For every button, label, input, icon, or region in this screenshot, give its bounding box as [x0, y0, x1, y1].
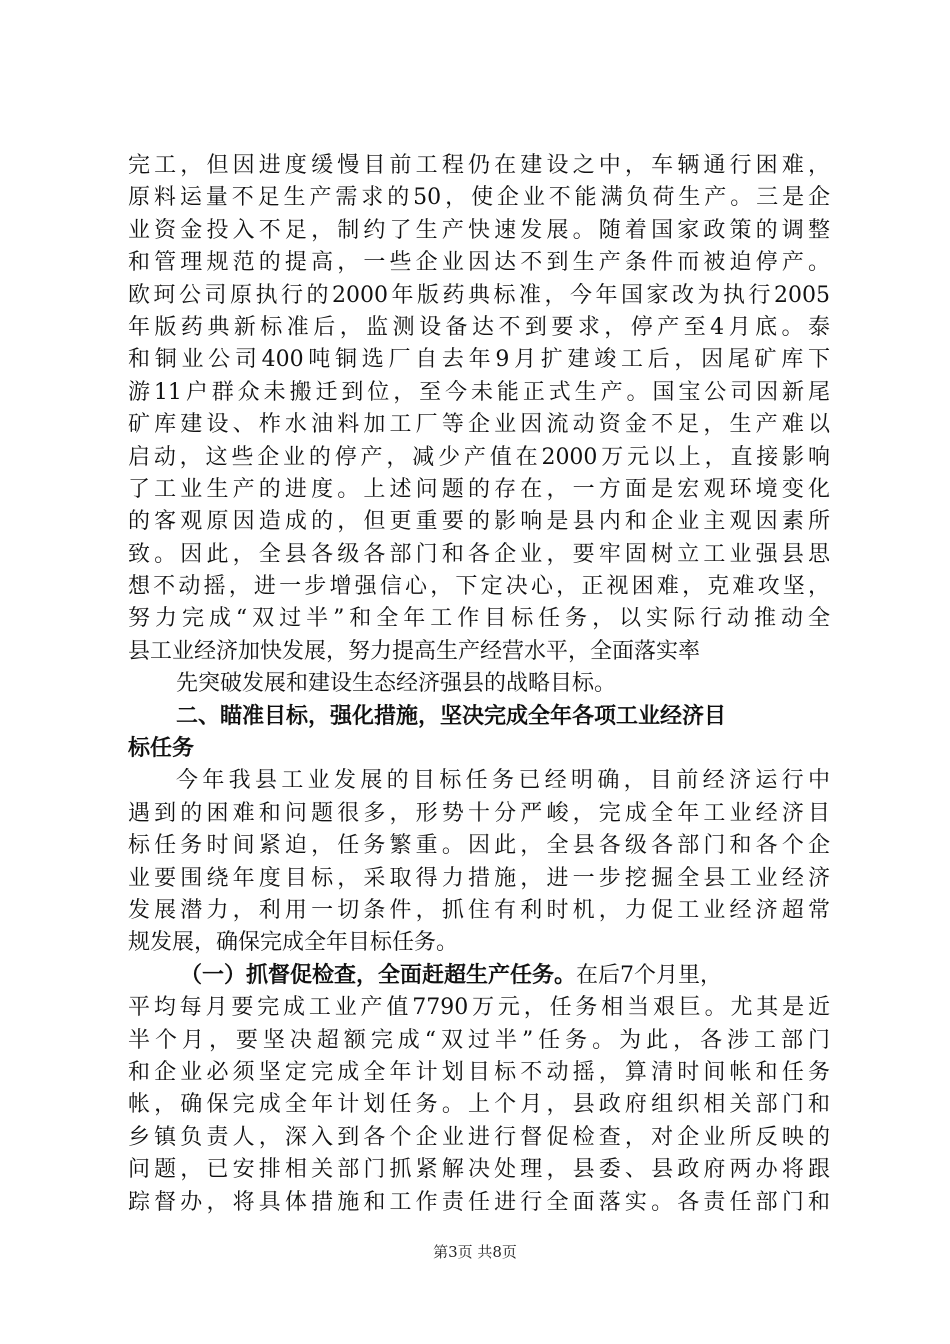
page-number: 第3页 共8页: [433, 1243, 517, 1261]
text-line: [128, 960, 830, 992]
text-line: 问题，已安排相关部门抓紧解决处理，县委、县政府两办将跟: [128, 1157, 830, 1183]
text-line: 努力完成“双过半”和全年工作目标任务，以实际行动推动全: [128, 606, 830, 632]
text-line: 半个月，要坚决超额完成“双过半”任务。为此，各涉工部门: [128, 1027, 830, 1053]
text-line: 和企业必须坚定完成全年计划目标不动摇，算清时间帐和任务: [128, 1059, 830, 1085]
text-line: 想不动摇，进一步增强信心，下定决心，正视困难，克难攻坚，: [128, 574, 830, 600]
text-run: 在后7个月里，: [576, 962, 723, 988]
text-line: 和管理规范的提高，一些企业因达不到生产条件而被迫停产。: [128, 250, 830, 276]
text-line: 完工，但因进度缓慢目前工程仍在建设之中，车辆通行困难，: [128, 153, 830, 178]
section-heading-line: 二、瞄准目标，强化措施，坚决完成全年各项工业经济目: [176, 703, 727, 729]
text-line: 今年我县工业发展的目标任务已经明确，目前经济运行中: [176, 768, 830, 794]
text-line: 的客观原因造成的，但更重要的影响是县内和企业主观因素所: [128, 509, 830, 535]
section-heading: [128, 701, 830, 766]
document-body: [128, 150, 830, 1219]
text-line: 发展潜力，利用一切条件，抓住有利时机，力促工业经济超常: [128, 897, 830, 923]
text-line: 游11户群众未搬迁到位，至今未能正式生产。国宝公司因新尾: [128, 379, 830, 405]
text-line: 和铜业公司400吨铜选厂自去年9月扩建竣工后，因尾矿库下: [128, 347, 830, 373]
text-line: 标任务时间紧迫，任务繁重。因此，全县各级各部门和各个企: [128, 833, 830, 859]
text-line: 帐，确保完成全年计划任务。上个月，县政府组织相关部门和: [128, 1092, 830, 1118]
paragraph-continuation: [128, 150, 830, 668]
text-line: 踪督办，将具体措施和工作责任进行全面落实。各责任部门和: [128, 1189, 830, 1215]
paragraph-short: 先突破发展和建设生态经济强县的战略目标。: [176, 671, 617, 697]
text-line: 业要围绕年度目标，采取得力措施，进一步挖掘全县工业经济: [128, 865, 830, 891]
paragraph-goals: [128, 765, 830, 959]
text-line: 了工业生产的进度。上述问题的存在，一方面是宏观环境变化: [128, 476, 830, 502]
text-line: 业资金投入不足，制约了生产快速发展。随着国家政策的调整: [128, 217, 830, 243]
text-line: 启动，这些企业的停产，减少产值在2000万元以上，直接影响: [128, 444, 830, 470]
text-line: 乡镇负责人，深入到各个企业进行督促检查，对企业所反映的: [128, 1124, 830, 1150]
text-line: 平均每月要完成工业产值7790万元，任务相当艰巨。尤其是近: [128, 995, 830, 1021]
text-line: 矿库建设、柞水油料加工厂等企业因流动资金不足，生产难以: [128, 412, 830, 438]
section-heading-line: 标任务: [128, 736, 195, 762]
text-line: 年版药典新标准后，监测设备达不到要求，停产至4月底。泰: [128, 314, 830, 340]
subsection-heading: （一）抓督促检查，全面赶超生产任务。: [180, 962, 577, 988]
text-line: 原料运量不足生产需求的50，使企业不能满负荷生产。三是企: [128, 185, 830, 211]
paragraph-supervision: [128, 960, 830, 1219]
text-line: 致。因此，全县各级各部门和各企业，要牢固树立工业强县思: [128, 541, 830, 567]
text-line: 欧珂公司原执行的2000年版药典标准，今年国家改为执行2005: [128, 282, 830, 308]
text-line: 遇到的困难和问题很多，形势十分严峻，完成全年工业经济目: [128, 800, 830, 826]
text-line: 县工业经济加快发展，努力提高生产经营水平，全面落实率: [128, 638, 701, 664]
text-line: 规发展，确保完成全年目标任务。: [128, 930, 459, 956]
